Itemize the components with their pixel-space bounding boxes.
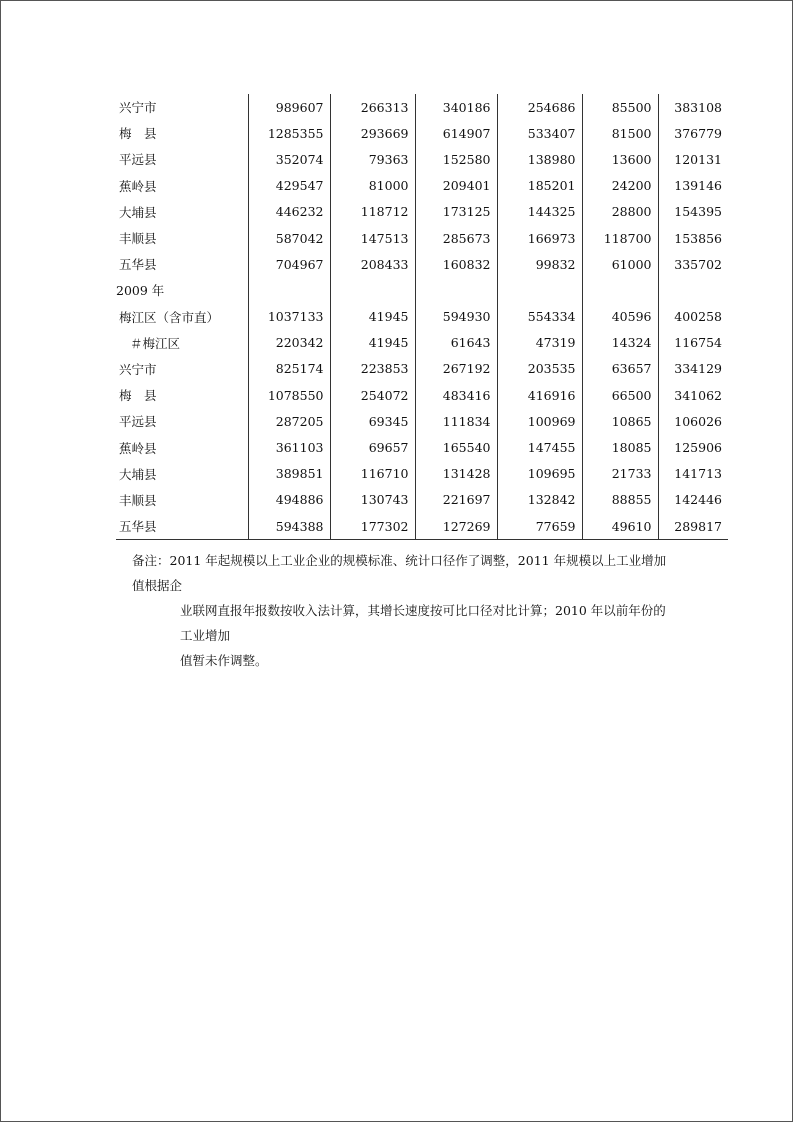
cell-value: 177302 [330, 513, 415, 540]
cell-value: 335702 [658, 251, 728, 277]
cell-value: 389851 [248, 461, 330, 487]
cell-value: 120131 [658, 146, 728, 172]
cell-value: 376779 [658, 120, 728, 146]
cell-value: 40596 [582, 304, 658, 330]
cell-value: 152580 [415, 146, 497, 172]
cell-value: 185201 [497, 173, 582, 199]
row-label: 平远县 [119, 152, 157, 168]
cell-value: 614907 [415, 120, 497, 146]
table-row [116, 513, 728, 540]
row-label: 五华县 [116, 513, 248, 540]
cell-value: 341062 [658, 382, 728, 408]
cell-value: 223853 [330, 356, 415, 382]
cell-value: 41945 [330, 304, 415, 330]
row-label: ＃梅江区 [130, 335, 181, 351]
table-row [116, 434, 728, 460]
cell-value: 254686 [497, 94, 582, 120]
cell-value: 99832 [497, 251, 582, 277]
cell-value: 147513 [330, 225, 415, 251]
cell-value: 221697 [415, 487, 497, 513]
row-label: 蕉岭县 [119, 440, 157, 456]
cell-value: 141713 [658, 461, 728, 487]
cell-value: 587042 [248, 225, 330, 251]
cell-value: 254072 [330, 382, 415, 408]
cell-value: 116710 [330, 461, 415, 487]
cell-value: 289817 [658, 513, 728, 540]
cell-value: 267192 [415, 356, 497, 382]
cell-value: 77659 [497, 513, 582, 540]
cell-value [248, 277, 330, 303]
cell-value: 383108 [658, 94, 728, 120]
footnote-line-2: 业联网直报年报数按收入法计算，其增长速度按可比口径对比计算；2010 年以前年份的工业增加 [180, 603, 666, 643]
cell-value: 160832 [415, 251, 497, 277]
cell-value: 1037133 [248, 304, 330, 330]
table-row [116, 173, 728, 199]
cell-value: 85500 [582, 94, 658, 120]
row-label: 大埔县 [119, 466, 157, 482]
cell-value: 49610 [582, 513, 658, 540]
cell-value: 293669 [330, 120, 415, 146]
row-label: 丰顺县 [119, 231, 157, 247]
table-row [116, 225, 728, 251]
cell-value: 69657 [330, 434, 415, 460]
footnote-line-1: 备注：2011 年起规模以上工业企业的规模标准、统计口径作了调整，2011 年规模以上工业增加值根据企 [132, 553, 667, 593]
row-label: 2009 年 [116, 283, 165, 299]
table-row [116, 356, 728, 382]
cell-value: 1078550 [248, 382, 330, 408]
cell-value: 13600 [582, 146, 658, 172]
statistics-table [116, 94, 728, 540]
cell-value: 554334 [497, 304, 582, 330]
cell-value: 154395 [658, 199, 728, 225]
cell-value: 340186 [415, 94, 497, 120]
table-row [116, 461, 728, 487]
cell-value: 203535 [497, 356, 582, 382]
cell-value: 79363 [330, 146, 415, 172]
cell-value: 139146 [658, 173, 728, 199]
cell-value: 153856 [658, 225, 728, 251]
row-label: 兴宁市 [119, 361, 157, 377]
cell-value: 88855 [582, 487, 658, 513]
cell-value: 81500 [582, 120, 658, 146]
table-row [116, 120, 728, 146]
footnote [132, 548, 677, 673]
cell-value: 209401 [415, 173, 497, 199]
row-label: 梅 县 [119, 388, 157, 404]
cell-value: 100969 [497, 408, 582, 434]
cell-value [582, 277, 658, 303]
row-label: 大埔县 [119, 204, 157, 220]
cell-value: 47319 [497, 330, 582, 356]
footnote-line-3: 值暂未作调整。 [180, 653, 268, 668]
cell-value: 116754 [658, 330, 728, 356]
cell-value: 208433 [330, 251, 415, 277]
cell-value: 61000 [582, 251, 658, 277]
cell-value: 24200 [582, 173, 658, 199]
cell-value: 594388 [248, 513, 330, 540]
table-row [116, 330, 728, 356]
cell-value: 287205 [248, 408, 330, 434]
cell-value: 14324 [582, 330, 658, 356]
cell-value: 494886 [248, 487, 330, 513]
cell-value: 125906 [658, 434, 728, 460]
cell-value: 483416 [415, 382, 497, 408]
cell-value: 1285355 [248, 120, 330, 146]
table-row [116, 146, 728, 172]
table-row [116, 277, 728, 303]
table-row [116, 199, 728, 225]
row-label: 五华县 [119, 257, 157, 273]
cell-value: 138980 [497, 146, 582, 172]
row-label: 平远县 [119, 414, 157, 430]
cell-value: 147455 [497, 434, 582, 460]
table-body [116, 94, 728, 540]
cell-value: 533407 [497, 120, 582, 146]
cell-value: 69345 [330, 408, 415, 434]
cell-value: 111834 [415, 408, 497, 434]
cell-value: 21733 [582, 461, 658, 487]
cell-value: 165540 [415, 434, 497, 460]
cell-value: 446232 [248, 199, 330, 225]
cell-value: 130743 [330, 487, 415, 513]
cell-value: 285673 [415, 225, 497, 251]
cell-value: 28800 [582, 199, 658, 225]
cell-value [497, 277, 582, 303]
cell-value: 334129 [658, 356, 728, 382]
cell-value: 106026 [658, 408, 728, 434]
cell-value: 144325 [497, 199, 582, 225]
cell-value: 109695 [497, 461, 582, 487]
cell-value: 132842 [497, 487, 582, 513]
table-row [116, 382, 728, 408]
cell-value: 429547 [248, 173, 330, 199]
cell-value: 142446 [658, 487, 728, 513]
cell-value: 63657 [582, 356, 658, 382]
cell-value: 220342 [248, 330, 330, 356]
cell-value: 18085 [582, 434, 658, 460]
cell-value: 266313 [330, 94, 415, 120]
cell-value: 825174 [248, 356, 330, 382]
cell-value: 81000 [330, 173, 415, 199]
cell-value: 989607 [248, 94, 330, 120]
table-row [116, 94, 728, 120]
table-row [116, 408, 728, 434]
cell-value: 118712 [330, 199, 415, 225]
table-row [116, 251, 728, 277]
cell-value: 131428 [415, 461, 497, 487]
cell-value: 10865 [582, 408, 658, 434]
cell-value: 594930 [415, 304, 497, 330]
row-label: 蕉岭县 [119, 178, 157, 194]
table-row [116, 487, 728, 513]
cell-value: 61643 [415, 330, 497, 356]
cell-value: 66500 [582, 382, 658, 408]
cell-value: 41945 [330, 330, 415, 356]
row-label: 兴宁市 [119, 100, 157, 116]
cell-value: 127269 [415, 513, 497, 540]
cell-value: 352074 [248, 146, 330, 172]
cell-value: 416916 [497, 382, 582, 408]
cell-value: 166973 [497, 225, 582, 251]
row-label: 梅江区（含市直） [119, 309, 220, 325]
cell-value: 400258 [658, 304, 728, 330]
row-label: 梅 县 [119, 126, 157, 142]
cell-value: 361103 [248, 434, 330, 460]
cell-value [415, 277, 497, 303]
cell-value [658, 277, 728, 303]
table-row [116, 304, 728, 330]
cell-value: 118700 [582, 225, 658, 251]
cell-value [330, 277, 415, 303]
cell-value: 704967 [248, 251, 330, 277]
row-label: 丰顺县 [119, 492, 157, 508]
cell-value: 173125 [415, 199, 497, 225]
